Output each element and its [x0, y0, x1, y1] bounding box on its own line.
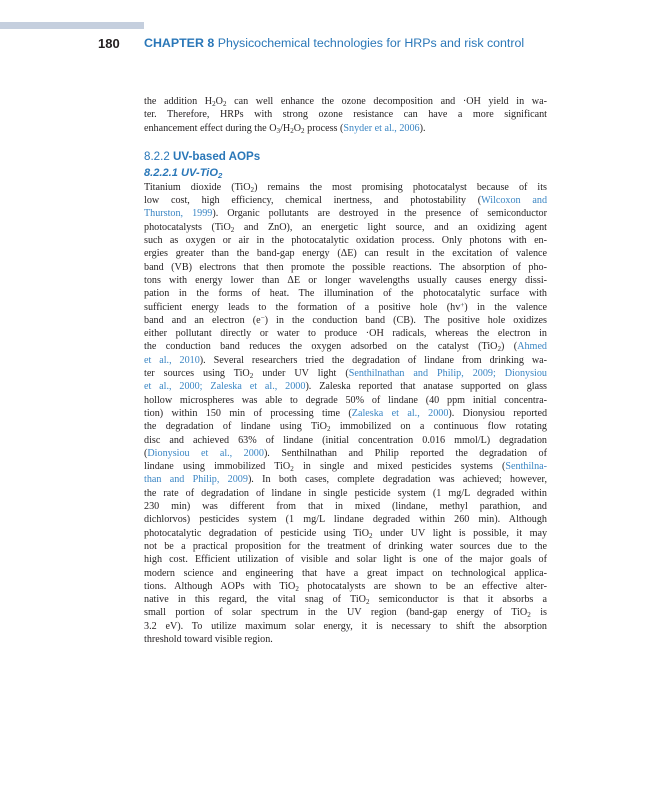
citation-link[interactable]: Thurston, 1999 [144, 208, 213, 220]
text-line: hollow microspheres was able to degrade 50% of lindane (40 ppm initial concentra- [144, 394, 547, 406]
text-line: Thurston, 1999). Organic pollutants are destroyed in the presence of semiconductor [144, 208, 547, 220]
text-line: photocatalytic degradation of pesticide using TiO2 under UV light is possible, it may [144, 527, 548, 540]
citation-link[interactable]: Senthilnathan and Philip, 2009; Dionysiou [348, 368, 547, 380]
text-line: small portion of solar spectrum in the UV region (band-gap energy of TiO2 is [144, 607, 547, 620]
text-line: than and Philip, 2009). In both cases, complete degradation was achieved; however, [144, 474, 547, 486]
text-line: ergies greater than the band-gap energy (ΔE) can result in the excitation of valence [144, 248, 547, 260]
text-line: modern science and engineering that have a great impact on technological applica- [144, 567, 547, 579]
text-line: ter sources using TiO2 under UV light (Senthilnathan and Philip, 2009; Dionysiou [144, 368, 547, 380]
text-line: Titanium dioxide (TiO2) remains the most promising photocatalyst because of its [144, 181, 547, 194]
text-line: ter. Therefore, HRPs with strong ozone resistance can have a more significant [144, 109, 547, 121]
text-line: 230 min) was different from that in mixed (lindane, methyl parathion, and [144, 501, 547, 513]
text-line: the addition H2O2 can well enhance the ozone decomposition and ·OH yield in wa- [144, 96, 547, 108]
section-heading [144, 148, 547, 165]
text-line: dichlorvos) pesticides system (1 mg/L lindane degraded within 260 min). Although [144, 514, 547, 526]
text-line: either pollutant directly or water to produce ·OH radicals, whereas the electron in [144, 328, 547, 340]
text-line: the rate of degradation of lindane in single pesticide system (1 mg/L degraded within [144, 487, 547, 499]
top-accent-bar [0, 22, 144, 29]
text-line: disc and achieved 63% of lindane (initial concentration 0.016 mmol/L) degradation [144, 434, 547, 446]
citation-link[interactable]: Snyder et al., 2006 [343, 122, 420, 134]
text-line: photocatalysts (TiO2 and ZnO), an energetic light source, and an oxidizing agent [144, 221, 547, 234]
citation-link[interactable]: et al., 2000; Zaleska et al., 2000 [144, 381, 306, 393]
text-line: threshold toward visible region. [144, 633, 273, 645]
text-line: the conduction band reduces the oxygen adsorbed on the catalyst (TiO2) (Ahmed [144, 341, 547, 354]
body-paragraph [144, 181, 547, 646]
citation-link[interactable]: Wilcoxon and [481, 195, 548, 207]
section-title: UV-based AOPs [173, 149, 261, 163]
citation-link[interactable]: Zaleska et al., 2000 [351, 407, 449, 419]
chapter-heading [144, 36, 524, 50]
citation-link[interactable]: Dionysiou et al., 2000 [147, 447, 264, 459]
text-line: such as oxygen or air in the photocatalytic oxidation process. Only photons with en- [144, 235, 547, 247]
text-line: band and an electron (e−) in the conduction band (CB). The positive hole oxidizes [144, 313, 547, 326]
citation-link[interactable]: Ahmed [517, 341, 547, 353]
text-line: lindane using immobilized TiO2 in single and mixed pesticides systems (Senthilna- [144, 461, 547, 473]
text-line: sufficient energy leads to the formation of a positive hole (hv+) in the valence [144, 300, 547, 313]
chapter-title: Physicochemical technologies for HRPs and risk control [217, 36, 525, 50]
text-line: et al., 2010). Several researchers tried the degradation of lindane from drinking wa- [144, 354, 547, 366]
section-number: 8.2.2 [144, 149, 170, 163]
text-line: low cost, high efficiency, chemical inertness, and photostability (Wilcoxon and [144, 195, 548, 207]
text-line: enhancement effect during the O3/H2O2 process (Snyder et al., 2006). [144, 122, 426, 135]
chapter-label: CHAPTER 8 [144, 36, 215, 50]
page-number: 180 [98, 36, 120, 51]
page-body [144, 95, 547, 646]
text-line: 3.2 eV). To utilize maximum solar energy, it is necessary to shift the absorption [144, 620, 547, 632]
text-line: (Dionysiou et al., 2000). Senthilnathan and Philip reported the degradation of [144, 447, 547, 459]
citation-link[interactable]: et al., 2010 [144, 354, 200, 366]
text-line: tion) within 150 min of processing time (Zaleska et al., 2000). Dionysiou reported [144, 407, 548, 419]
text-line: tons with energy lower than ΔE or longer wavelengths usually causes energy dissi- [144, 274, 547, 286]
text-line: et al., 2000; Zaleska et al., 2000). Zaleska reported that anatase supported on glass [144, 381, 547, 393]
subsection-number: 8.2.2.1 [144, 166, 178, 179]
running-header [0, 36, 648, 54]
text-line: tions. Although AOPs with TiO2 photocatalysts are shown to be an effective alter- [144, 580, 547, 593]
text-line: native in this regard, the vital snag of TiO2 semiconductor is that it absorbs a [144, 594, 547, 606]
text-line: the degradation of lindane using TiO2 immobilized on a continuous flow rotating [144, 421, 547, 433]
text-line: high cost. Efficient utilization of visible and solar light is one of the major goals of [144, 554, 547, 566]
subsection-heading [144, 165, 547, 181]
citation-link[interactable]: Senthilna- [505, 461, 547, 473]
text-line: band (VB) electrons that then promote the possible reactions. The absorption of pho- [144, 261, 547, 273]
intro-paragraph [144, 95, 547, 135]
text-line: not be a practical proposition for the treatment of drinking water sources due to the [144, 540, 547, 552]
citation-link[interactable]: than and Philip, 2009 [144, 474, 248, 486]
text-line: pation in the forms of heat. The illumination of the photocatalytic surface with [144, 288, 547, 300]
subsection-title: UV-TiO2 [181, 166, 223, 180]
